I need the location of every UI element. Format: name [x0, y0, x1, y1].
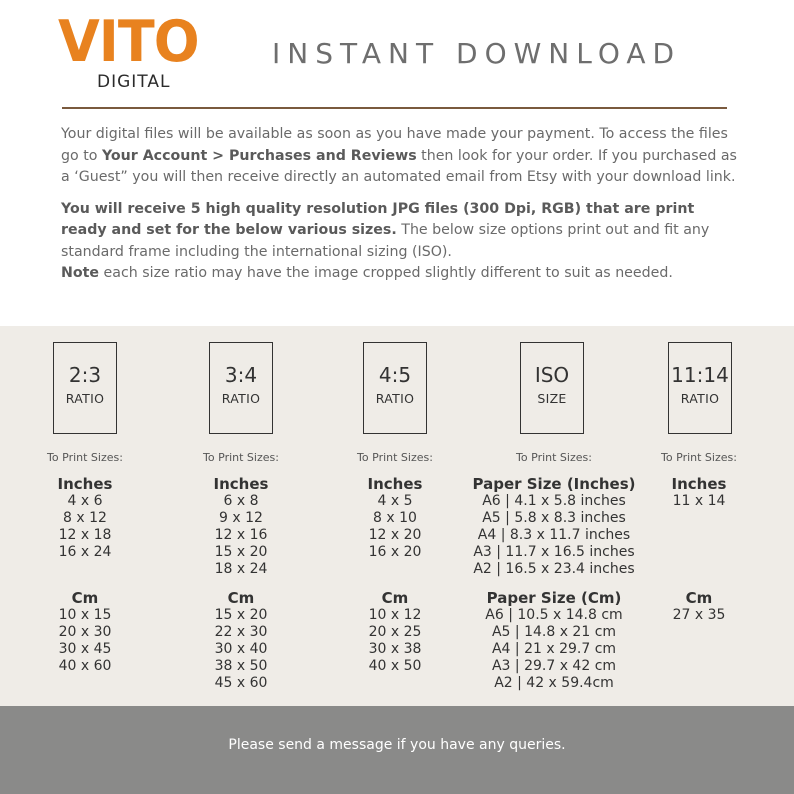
ratio-value: 11:14	[671, 363, 729, 387]
note-label: Note	[61, 265, 100, 281]
footer-message: Please send a message if you have any queries.	[228, 737, 566, 753]
size-item: A3 | 11.7 x 16.5 inches	[473, 544, 635, 560]
logo-wordmark: VITO	[58, 8, 199, 75]
size-item: 22 x 30	[214, 624, 268, 640]
inches-list	[156, 476, 326, 578]
size-item: A4 | 8.3 x 11.7 inches	[477, 527, 631, 543]
cm-heading: Paper Size (Cm)	[486, 589, 622, 607]
inches-heading: Inches	[213, 475, 269, 493]
to-print-label: To Print Sizes:	[47, 451, 123, 464]
size-item: 10 x 12	[368, 607, 422, 623]
intro-paragraph-files	[61, 199, 741, 285]
size-item: 4 x 5	[377, 493, 413, 509]
ratio-label: RATIO	[375, 391, 415, 406]
size-item: 8 x 12	[63, 510, 107, 526]
size-item: 38 x 50	[214, 658, 268, 674]
page-title: INSTANT DOWNLOAD	[272, 37, 682, 70]
intro-text	[61, 124, 741, 295]
size-item: 16 x 20	[368, 544, 422, 560]
to-print-label: To Print Sizes:	[516, 451, 592, 464]
size-item: A4 | 21 x 29.7 cm	[491, 641, 617, 657]
size-item: 4 x 6	[67, 493, 103, 509]
size-item: A3 | 29.7 x 42 cm	[491, 658, 617, 674]
size-item: 10 x 15	[58, 607, 112, 623]
ratio-value: 4:5	[378, 363, 412, 387]
cm-list	[0, 590, 170, 675]
size-item: 12 x 16	[214, 527, 268, 543]
size-item: 9 x 12	[219, 510, 263, 526]
inches-heading: Inches	[367, 475, 423, 493]
logo-subtitle: DIGITAL	[97, 72, 171, 92]
size-item: 45 x 60	[214, 675, 268, 691]
size-item: A6 | 10.5 x 14.8 cm	[485, 607, 623, 623]
inches-heading: Paper Size (Inches)	[472, 475, 636, 493]
header	[0, 0, 794, 110]
size-item: 30 x 45	[58, 641, 112, 657]
ratio-value: 3:4	[224, 363, 258, 387]
ratio-frame	[668, 342, 732, 434]
intro-text-segment: Your digital files will be available as soon as you have made your payment. To access the files go to	[61, 126, 728, 164]
ratio-panel	[0, 326, 794, 706]
size-item: A5 | 14.8 x 21 cm	[491, 624, 617, 640]
inches-list	[310, 476, 480, 561]
size-item: 6 x 8	[223, 493, 259, 509]
to-print-label: To Print Sizes:	[357, 451, 433, 464]
to-print-label: To Print Sizes:	[203, 451, 279, 464]
size-item: 30 x 40	[214, 641, 268, 657]
header-divider	[62, 107, 727, 109]
size-item: 20 x 25	[368, 624, 422, 640]
intro-paragraph-access	[61, 124, 741, 189]
ratio-frame	[363, 342, 427, 434]
cm-heading: Cm	[685, 589, 713, 607]
cm-list	[310, 590, 480, 675]
cm-list	[156, 590, 326, 692]
ratio-frame	[209, 342, 273, 434]
ratio-label: RATIO	[680, 391, 720, 406]
inches-heading: Inches	[57, 475, 113, 493]
ratio-label: SIZE	[537, 391, 567, 406]
intro-text-segment: The below size options print out and fit any standard frame including the international sizing (ISO).	[61, 222, 710, 260]
size-item: 11 x 14	[672, 493, 726, 509]
size-item: A5 | 5.8 x 8.3 inches	[482, 510, 626, 526]
size-item: A2 | 16.5 x 23.4 inches	[473, 561, 635, 577]
account-path: Your Account > Purchases and Reviews	[101, 147, 417, 164]
inches-list	[614, 476, 784, 510]
size-item: 15 x 20	[214, 607, 268, 623]
cm-list	[614, 590, 784, 624]
size-item: 40 x 60	[58, 658, 112, 674]
intro-text-segment: then look for your order. If you purchased as a ‘Guest” you will then receive directly an automated email from Etsy with your download link.	[61, 147, 737, 185]
size-item: 8 x 10	[373, 510, 417, 526]
ratio-frame	[520, 342, 584, 434]
size-item: 30 x 38	[368, 641, 422, 657]
cm-heading: Cm	[381, 589, 409, 607]
ratio-frame	[53, 342, 117, 434]
size-item: 40 x 50	[368, 658, 422, 674]
ratio-label: RATIO	[221, 391, 261, 406]
size-item: 12 x 18	[58, 527, 112, 543]
size-item: 15 x 20	[214, 544, 268, 560]
ratio-value: 2:3	[68, 363, 102, 387]
ratio-value: ISO	[534, 363, 570, 387]
size-item: A6 | 4.1 x 5.8 inches	[482, 493, 626, 509]
note-text: each size ratio may have the image cropped slightly different to suit as needed.	[99, 265, 673, 281]
footer-banner	[0, 706, 794, 794]
inches-list	[0, 476, 170, 561]
size-item: 27 x 35	[672, 607, 726, 623]
ratio-label: RATIO	[65, 391, 105, 406]
size-item: 16 x 24	[58, 544, 112, 560]
inches-heading: Inches	[671, 475, 727, 493]
size-item: A2 | 42 x 59.4cm	[494, 675, 614, 691]
size-item: 12 x 20	[368, 527, 422, 543]
to-print-label: To Print Sizes:	[661, 451, 737, 464]
cm-heading: Cm	[227, 589, 255, 607]
size-item: 18 x 24	[214, 561, 268, 577]
size-item: 20 x 30	[58, 624, 112, 640]
files-summary: You will receive 5 high quality resolution JPG files (300 Dpi, RGB) that are print ready and set for the below various sizes.	[61, 200, 695, 238]
cm-heading: Cm	[71, 589, 99, 607]
